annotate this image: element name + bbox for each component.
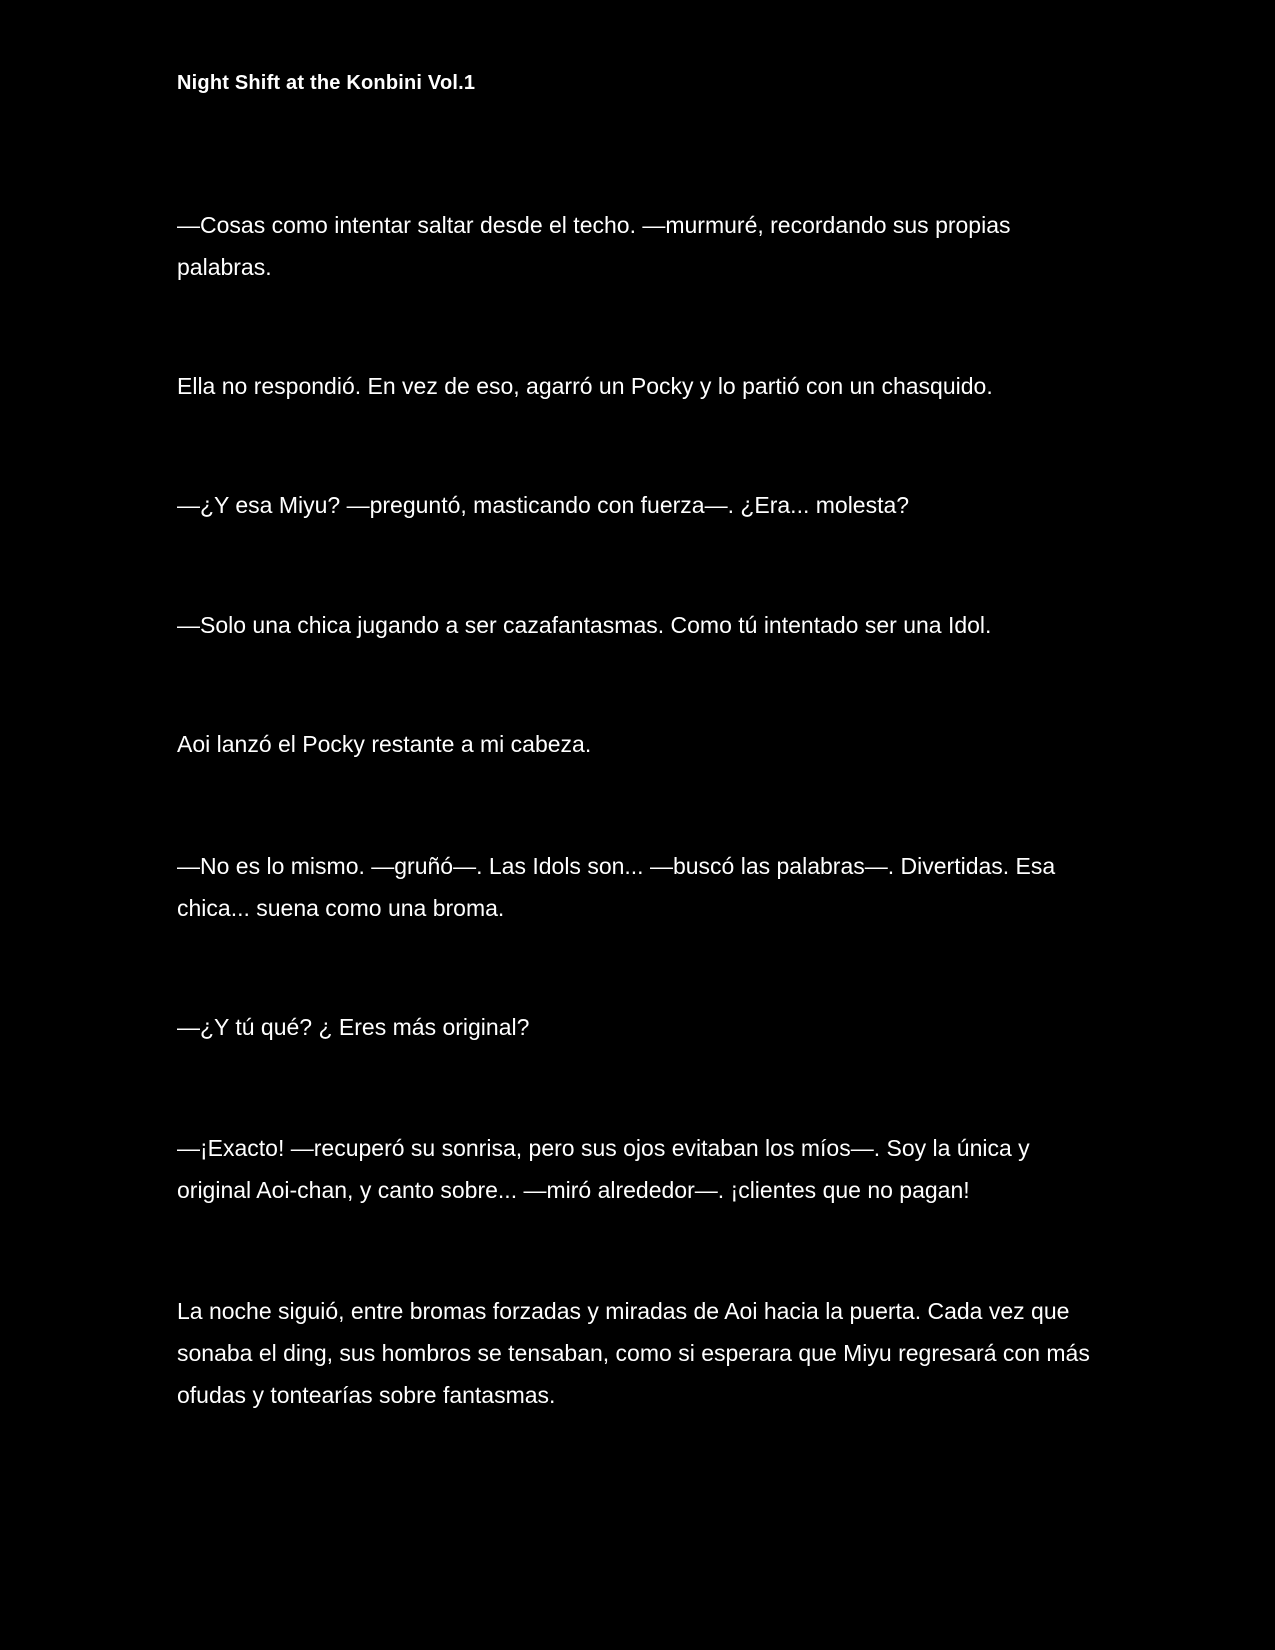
paragraph-7: —¿Y tú qué? ¿ Eres más original? <box>177 1014 530 1040</box>
running-header: Night Shift at the Konbini Vol.1 <box>177 72 476 94</box>
paragraph-5: Aoi lanzó el Pocky restante a mi cabeza. <box>177 731 592 757</box>
paragraph-4: —Solo una chica jugando a ser cazafantasmas. Como tú intentado ser una Idol. <box>177 612 992 638</box>
paragraph-1: —Cosas como intentar saltar desde el techo. —murmuré, recordando sus propias palabras. <box>177 212 1011 280</box>
paragraph-9: La noche siguió, entre bromas forzadas y miradas de Aoi hacia la puerta. Cada vez que sonaba el ding, sus hombros se tensaban, como si esperara que Miyu regresará con más ofudas y tontearías sobre fantasmas. <box>177 1298 1090 1408</box>
paragraph-8: —¡Exacto! —recuperó su sonrisa, pero sus ojos evitaban los míos—. Soy la única y original Aoi-chan, y canto sobre... —miró alrededor—. ¡clientes que no pagan! <box>177 1135 1030 1203</box>
paragraph-2: Ella no respondió. En vez de eso, agarró un Pocky y lo partió con un chasquido. <box>177 373 993 399</box>
paragraph-3: —¿Y esa Miyu? —preguntó, masticando con fuerza—. ¿Era... molesta? <box>177 492 910 518</box>
paragraph-6: —No es lo mismo. —gruñó—. Las Idols son... —buscó las palabras—. Divertidas. Esa chica... suena como una broma. <box>177 853 1056 921</box>
